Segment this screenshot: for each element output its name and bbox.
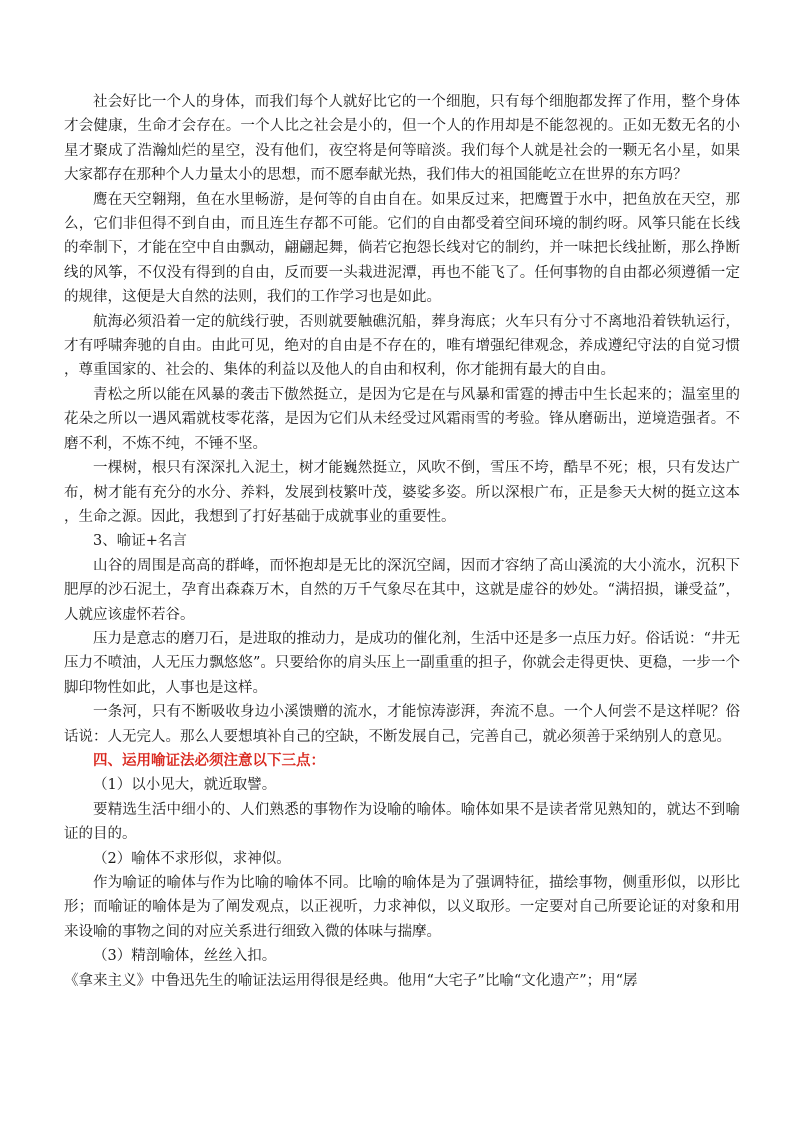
paragraph-tree: 一棵树，根只有深深扎入泥土，树才能巍然挺立，风吹不倒，雪压不垮，酷旱不死；根，只有发达广布，树才能有充分的水分、养料，发展到枝繁叶茂，婆娑多姿。所以深根广布，正是参天大树的挺立这本，生命之源。因此，我想到了打好基础于成就事业的重要性。: [64, 460, 740, 525]
point-two-body: 作为喻证的喻体与作为比喻的喻体不同。比喻的喻体是为了强调特征，描绘事物，侧重形似，以形比形；而喻证的喻体是为了阐发观点，以正视听，力求神似，以义取形。一定要对自己所要论证的对象和用来设喻的事物之间的对应关系进行细致入微的体味与揣摩。: [64, 875, 740, 940]
paragraph-valley: 山谷的周围是高高的群峰，而怀抱却是无比的深沉空阔，因而才容纳了高山溪流的大小流水，沉积下肥厚的沙石泥土，孕育出森森万木，自然的万千气象尽在其中，这就是虚谷的妙处。“满招损，谦受益”，人就应该虚怀若谷。: [64, 557, 740, 623]
point-three-body: 《拿来主义》中鲁迅先生的喻证法运用得很是经典。他用“大宅子”比喻“文化遗产”；用“孱: [64, 972, 638, 989]
paragraph-pressure: 压力是意志的磨刀石，是进取的推动力，是成功的催化剂，生活中还是多一点压力好。俗话说：“井无压力不喷油，人无压力飘悠悠”。只要给你的肩头压上一副重重的担子，你就会走得更快、更稳，一步一个脚印物性如此，人事也是这样。: [64, 630, 740, 696]
point-three-title: （3）精剖喻体，丝丝入扣。: [93, 948, 277, 965]
section-subheading: 3、喻证+名言: [93, 533, 187, 550]
section-heading-four: 四、运用喻证法必须注意以下三点：: [93, 752, 325, 769]
point-one-title: （1）以小见大，就近取譬。: [93, 777, 277, 794]
paragraph-navigation: 航海必须沿着一定的航线行驶，否则就要触礁沉船，葬身海底；火车只有分寸不离地沿着铁轨运行，才有呼啸奔驰的自由。由此可见，绝对的自由是不存在的，唯有增强纪律观念，养成遵纪守法的自觉习惯，尊重国家的、社会的、集体的利益以及他人的自由和权利，你才能拥有最大的自由。: [64, 313, 740, 379]
paragraph-society: 社会好比一个人的身体，而我们每个人就好比它的一个细胞，只有每个细胞都发挥了作用，整个身体才会健康，生命才会存在。一个人比之社会是小的，但一个人的作用却是不能忽视的。正如无数无名的小星才聚成了浩瀚灿烂的星空，没有他们，夜空将是何等暗淡。我们每个人就是社会的一颗无名小星，如果大家都存在那种个人力量太小的思想，而不愿奉献光热，我们伟大的祖国能屹立在世界的东方吗？: [64, 94, 740, 184]
paragraph-eagle: 鹰在天空翱翔，鱼在水里畅游，是何等的自由自在。如果反过来，把鹰置于水中，把鱼放在天空，那么，它们非但得不到自由，而且连生存都不可能。它们的自由都受着空间环境的制约呀。风筝只能在长线的牵制下，才能在空中自由飘动，翩翩起舞，倘若它抱怨长线对它的制约，并一味把长线扯断，那么挣断线的风筝，不仅没有得到的自由，反而要一头栽进泥潭，再也不能飞了。任何事物的自由都必须遵循一定的规律，这便是大自然的法则，我们的工作学习也是如此。: [64, 191, 740, 306]
document-body: [64, 90, 740, 993]
paragraph-river: 一条河，只有不断吸收身边小溪馈赠的流水，才能惊涛澎湃，奔流不息。一个人何尝不是这样呢？俗话说：人无完人。那么人要想填补自己的空缺，不断发展自己，完善自己，就必须善于采纳别人的意见。: [64, 704, 740, 745]
point-two-title: （2）喻体不求形似，求神似。: [93, 850, 291, 867]
point-one-body: 要精选生活中细小的、人们熟悉的事物作为设喻的喻体。喻体如果不是读者常见熟知的，就达不到喻证的目的。: [64, 801, 740, 843]
paragraph-pine: 青松之所以能在风暴的袭击下傲然挺立，是因为它是在与风暴和雷霆的搏击中生长起来的；温室里的花朵之所以一遇风霜就枝零花落，是因为它们从未经受过风霜雨雪的考验。锋从磨砺出，逆境造强者。不磨不利，不炼不纯，不锤不坚。: [64, 386, 740, 452]
